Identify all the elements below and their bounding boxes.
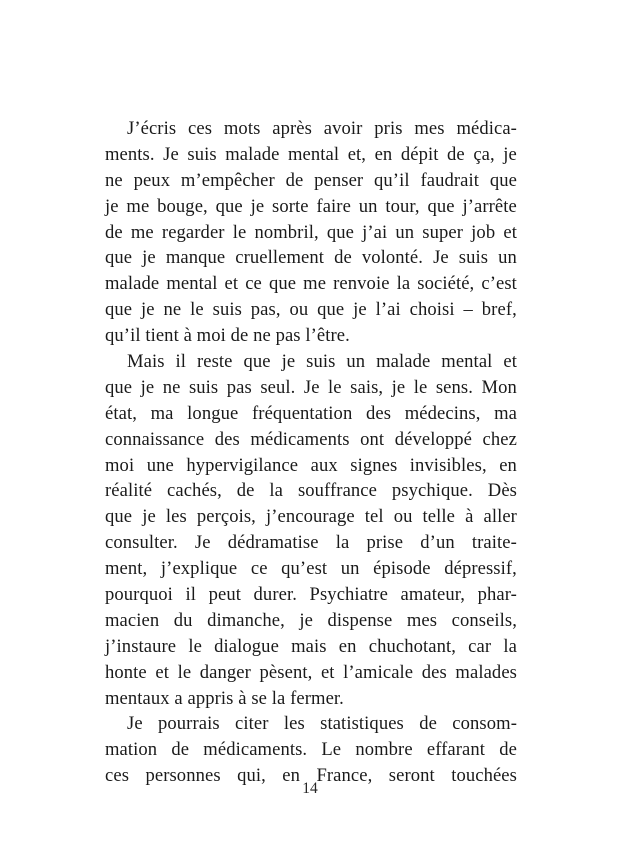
word: je: [142, 247, 156, 269]
word: durer.: [253, 584, 297, 606]
word: Psychiatre: [309, 584, 388, 606]
word: à: [465, 506, 474, 528]
word: et: [503, 351, 517, 373]
word: suis: [212, 299, 242, 321]
word: job: [471, 221, 496, 243]
word: dépressif,: [444, 558, 517, 580]
word: psychique.: [391, 480, 473, 502]
word: choisi: [409, 299, 455, 321]
word: je: [250, 195, 265, 217]
word: telle: [422, 506, 456, 528]
word: suis: [187, 143, 217, 165]
word: faire: [316, 195, 351, 217]
word: suis: [458, 247, 489, 269]
text-line: [105, 737, 517, 763]
word: mes: [406, 609, 438, 631]
word: de: [105, 221, 123, 243]
word: et: [503, 221, 517, 243]
text-line: [105, 116, 517, 142]
word: que: [105, 506, 133, 528]
word: en: [282, 765, 301, 787]
word: dispense: [327, 609, 393, 631]
word: J’écris: [127, 118, 177, 139]
word: et,: [347, 143, 367, 165]
word: Je: [303, 376, 320, 398]
word: que: [326, 221, 354, 243]
word: état,: [105, 402, 137, 424]
word: sens.: [435, 376, 473, 398]
word: peux: [133, 169, 171, 191]
word: en: [374, 143, 393, 165]
word: dédramatise: [227, 532, 319, 554]
word: Le: [321, 739, 342, 761]
word: cruellement: [235, 247, 325, 269]
text-line: [105, 504, 517, 530]
paragraph: [105, 349, 517, 711]
word: le: [190, 299, 204, 321]
word: le: [188, 635, 202, 657]
text-line: [105, 401, 517, 427]
word: réalité: [105, 480, 153, 502]
word: malade: [376, 351, 431, 373]
word: j’encourage: [265, 506, 355, 528]
word: pourquoi: [105, 584, 173, 606]
word: qu’il: [374, 169, 410, 191]
word: statistiques: [320, 713, 404, 735]
word: l’ai: [375, 299, 401, 321]
word: reste: [196, 351, 233, 373]
word: ou: [393, 506, 413, 528]
word: et: [224, 273, 239, 295]
word: mais: [291, 635, 327, 657]
word: j’ai: [362, 221, 388, 243]
word: manque: [165, 247, 226, 269]
text-line: [105, 168, 517, 194]
word: des: [366, 402, 392, 424]
word: chuchotant,: [368, 635, 456, 657]
paragraph: [105, 116, 517, 349]
page-text-block: [105, 116, 517, 789]
word: médecins,: [404, 402, 481, 424]
word: bouge,: [157, 195, 208, 217]
word: personnes: [145, 765, 221, 787]
word: Dès: [487, 480, 517, 502]
word: médicaments.: [203, 739, 308, 761]
word: m’empêcher: [180, 169, 275, 191]
word: qui,: [237, 765, 266, 787]
word: mots: [223, 118, 261, 139]
word: invisibles,: [409, 454, 487, 476]
word: ments.: [105, 143, 155, 165]
word: hypervigilance: [186, 454, 299, 476]
word: un: [395, 221, 415, 243]
word: signes: [350, 454, 398, 476]
page-number: 14: [302, 780, 318, 797]
text-line: [105, 453, 517, 479]
text-line: [105, 634, 517, 660]
word: de: [285, 169, 304, 191]
word: penser: [314, 169, 364, 191]
word: que: [489, 169, 517, 191]
word: tel: [364, 506, 384, 528]
word: que: [105, 247, 133, 269]
text-line: [105, 194, 517, 220]
text-line: [105, 220, 517, 246]
word: du: [173, 609, 193, 631]
word: je: [105, 195, 119, 217]
word: je: [353, 299, 367, 321]
word: avoir: [323, 118, 363, 139]
word: d’un: [420, 532, 455, 554]
word: chez: [482, 428, 517, 450]
word: en: [499, 454, 517, 476]
word: je: [391, 376, 406, 398]
word: que: [268, 273, 297, 295]
word: connaissance: [105, 428, 205, 450]
text-line: [105, 349, 517, 375]
word: Mais: [127, 351, 165, 373]
text-line: [105, 608, 517, 634]
word: ça,: [473, 143, 495, 165]
word: Je: [127, 713, 143, 735]
text-line: [105, 582, 517, 608]
word: il: [185, 584, 196, 606]
word: ment,: [105, 558, 148, 580]
word: après: [272, 118, 312, 139]
word: ma: [494, 402, 517, 424]
word: car: [468, 635, 492, 657]
text-line: mentaux a appris à se la fermer.: [105, 687, 344, 709]
word: que: [427, 195, 455, 217]
word: un: [358, 195, 378, 217]
word: nombre: [355, 739, 413, 761]
word: Mon: [481, 376, 517, 398]
word: dépit: [400, 143, 439, 165]
word: sais,: [350, 376, 384, 398]
word: que: [215, 195, 243, 217]
word: la: [503, 635, 517, 657]
word: société,: [417, 273, 475, 295]
word: perçois,: [196, 506, 256, 528]
word: épisode: [373, 558, 431, 580]
word: consom-: [452, 713, 517, 735]
word: fréquentation: [252, 402, 353, 424]
word: je: [299, 609, 313, 631]
word: le: [328, 376, 342, 398]
word: le: [232, 221, 247, 243]
word: que: [243, 351, 271, 373]
word: tour,: [385, 195, 420, 217]
word: seul.: [260, 376, 296, 398]
word: mental: [441, 351, 493, 373]
word: les: [165, 506, 187, 528]
word: malade: [225, 143, 280, 165]
word: bref,: [481, 299, 517, 321]
word: mental: [166, 273, 218, 295]
word: seront: [388, 765, 435, 787]
text-line: [105, 245, 517, 271]
word: honte: [105, 661, 147, 683]
word: nombril,: [254, 221, 319, 243]
text-line: [105, 660, 517, 686]
word: je: [142, 506, 156, 528]
word: dialogue: [214, 635, 279, 657]
text-line: [105, 530, 517, 556]
word: ne: [105, 169, 123, 191]
text-line: [105, 711, 517, 737]
word: que: [105, 299, 133, 321]
word: que: [317, 299, 345, 321]
word: l’amicale: [343, 661, 414, 683]
word: que: [105, 376, 133, 398]
word: ce: [250, 558, 268, 580]
word: les: [283, 713, 305, 735]
word: de: [171, 739, 190, 761]
word: je: [140, 376, 155, 398]
word: –: [463, 299, 473, 321]
word: malade: [105, 273, 160, 295]
text-line: [105, 375, 517, 401]
word: la: [269, 480, 284, 502]
word: renvoie: [333, 273, 390, 295]
word: Je: [163, 143, 179, 165]
word: super: [422, 221, 464, 243]
word: le: [177, 661, 192, 683]
word: conseils,: [451, 609, 517, 631]
word: pèsent,: [259, 661, 313, 683]
word: de: [334, 247, 352, 269]
word: souffrance: [297, 480, 377, 502]
word: moi: [105, 454, 135, 476]
word: un: [340, 558, 360, 580]
word: ce: [245, 273, 262, 295]
word: des: [421, 661, 447, 683]
word: faudrait: [420, 169, 479, 191]
word: j’explique: [160, 558, 238, 580]
word: phar-: [477, 584, 517, 606]
word: mes: [414, 118, 445, 139]
word: ont: [360, 428, 385, 450]
word: pas: [226, 376, 252, 398]
word: mental: [288, 143, 340, 165]
word: ou: [289, 299, 309, 321]
word: me: [126, 195, 150, 217]
text-line: qu’il tient à moi de ne pas l’être.: [105, 325, 350, 347]
word: de: [499, 739, 517, 761]
word: pas,: [250, 299, 281, 321]
word: prise: [366, 532, 404, 554]
word: regarder: [161, 221, 225, 243]
word: j’instaure: [105, 635, 177, 657]
word: et: [320, 661, 335, 683]
word: suis: [306, 351, 336, 373]
word: pris: [374, 118, 403, 139]
word: me: [130, 221, 154, 243]
word: Je: [194, 532, 211, 554]
word: cachés,: [167, 480, 222, 502]
word: il: [175, 351, 187, 373]
word: de: [236, 480, 255, 502]
word: j’arrête: [462, 195, 517, 217]
word: consulter.: [105, 532, 178, 554]
word: une: [146, 454, 174, 476]
word: volonté.: [361, 247, 424, 269]
word: développé: [394, 428, 472, 450]
word: me: [303, 273, 327, 295]
word: de: [447, 143, 465, 165]
word: de: [419, 713, 437, 735]
text-line: [105, 142, 517, 168]
word: macien: [105, 609, 160, 631]
word: danger: [199, 661, 251, 683]
word: amateur,: [400, 584, 466, 606]
word: effarant: [426, 739, 486, 761]
word: France,: [316, 765, 373, 787]
word: aux: [310, 454, 338, 476]
word: dimanche,: [207, 609, 285, 631]
word: le: [413, 376, 428, 398]
word: en: [338, 635, 357, 657]
word: malades: [455, 661, 517, 683]
text-line: [105, 271, 517, 297]
word: c’est: [481, 273, 517, 295]
word: citer: [235, 713, 269, 735]
word: sorte: [271, 195, 309, 217]
word: ne: [162, 376, 181, 398]
word: Je: [433, 247, 449, 269]
word: mation: [105, 739, 158, 761]
text-line: [105, 478, 517, 504]
word: et: [155, 661, 169, 683]
word: médicaments: [250, 428, 350, 450]
word: traite-: [471, 532, 517, 554]
text-line: [105, 297, 517, 323]
word: aller: [483, 506, 517, 528]
word: un: [498, 247, 517, 269]
text-line: [105, 556, 517, 582]
word: des: [214, 428, 240, 450]
word: touchées: [451, 765, 517, 787]
word: la: [335, 532, 350, 554]
word: longue: [187, 402, 239, 424]
word: je: [141, 299, 155, 321]
word: la: [396, 273, 411, 295]
word: je: [281, 351, 296, 373]
word: peut: [208, 584, 241, 606]
text-line: [105, 427, 517, 453]
word: un: [346, 351, 366, 373]
word: ces: [188, 118, 213, 139]
word: je: [503, 143, 517, 165]
word: ma: [150, 402, 174, 424]
word: ces: [105, 765, 130, 787]
word: médica-: [456, 118, 517, 139]
paragraph: [105, 711, 517, 789]
word: suis: [188, 376, 219, 398]
word: ne: [163, 299, 182, 321]
word: qu’est: [281, 558, 328, 580]
word: pourrais: [158, 713, 220, 735]
